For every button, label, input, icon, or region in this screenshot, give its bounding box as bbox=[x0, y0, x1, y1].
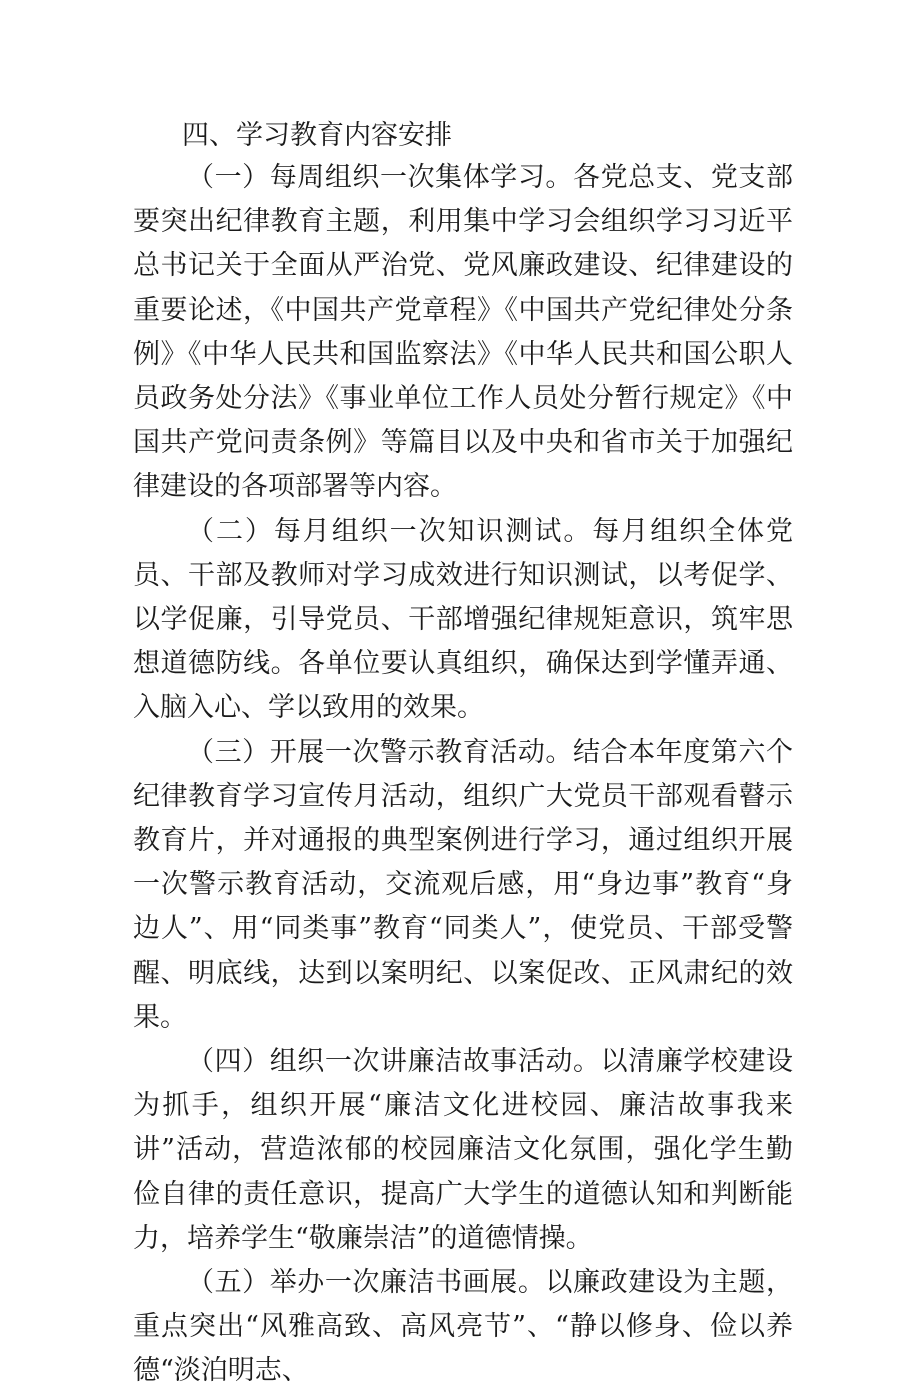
section-body bbox=[133, 156, 793, 1394]
paragraph-2: （二）每月组织一次知识测试。每月组织全体党员、干部及教师对学习成效进行知识测试，以考促学、以学促廉，引导党员、干部增强纪律规矩意识，筑牢思想道德防线。各单位要认真组织，确保达到学懂弄通、入脑入心、学以致用的效果。 bbox=[133, 515, 793, 724]
paragraph-1: （一）每周组织一次集体学习。各党总支、党支部要突出纪律教育主题，利用集中学习会组织学习习近平总书记关于全面从严治党、党风廉政建设、纪律建设的重要论述，《中国共产党章程》《中国共产党纪律处分条例》《中华人民共和国监察法》《中华人民共和国公职人员政务处分法》《事业单位工作人员处分暂行规定》《中国共产党问责条例》等篇目以及中央和省市关于加强纪律建设的各项部署等内容。 bbox=[133, 162, 793, 503]
paragraph-3: （三）开展一次警示教育活动。结合本年度第六个纪律教育学习宣传月活动，组织广大党员干部观看瞽示教育片，并对通报的典型案例进行学习，通过组织开展一次警示教育活动，交流观后感，用“身边事”教育“身边人”、用“同类事”教育“同类人”，使党员、干部受警醒、明底线，达到以案明纪、以案促改、正风肃纪的效果。 bbox=[133, 736, 793, 1033]
paragraph-4: （四）组织一次讲廉洁故事活动。以清廉学校建设为抓手，组织开展“廉洁文化进校园、廉洁故事我来讲”活动，营造浓郁的校园廉洁文化氛围，强化学生勤俭自律的责任意识，提高广大学生的道德认知和判断能力，培养学生“敬廉崇洁”的道德情操。 bbox=[133, 1046, 793, 1254]
paragraph-5: （五）举办一次廉洁书画展。以廉政建设为主题，重点突出“风雅高致、高风亮节”、“静以修身、俭以养德“淡泊明志、 bbox=[133, 1267, 793, 1387]
section-heading: 四、学习教育内容安排 bbox=[182, 120, 452, 151]
